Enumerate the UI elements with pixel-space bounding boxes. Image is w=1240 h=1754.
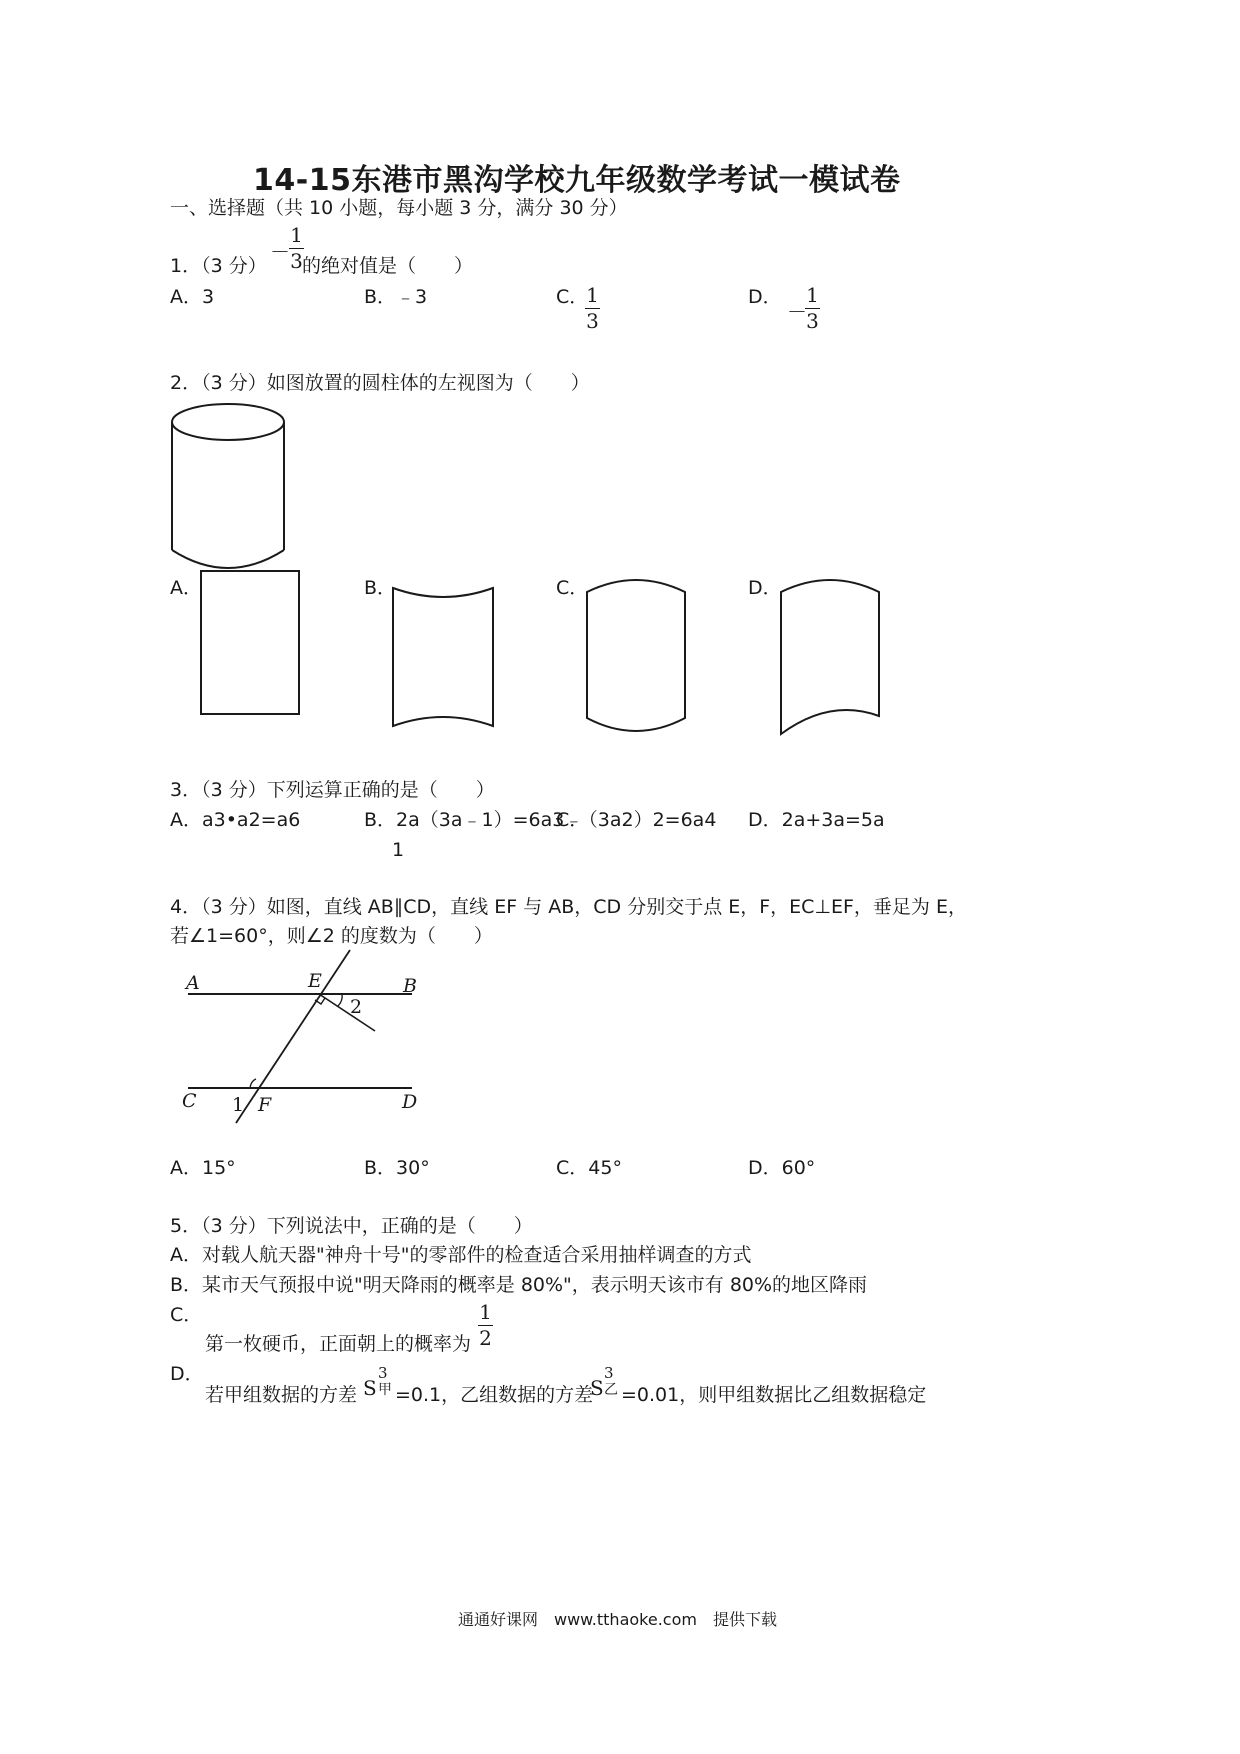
section-heading: 一、选择题（共 10 小题，每小题 3 分，满分 30 分） (170, 197, 628, 219)
q1-d-den: 3 (806, 309, 819, 333)
q5-option-d-label: D． (170, 1363, 204, 1385)
exam-title: 14-15东港市黑沟学校九年级数学考试一模试卷 (253, 163, 901, 198)
q5-c-num: 1 (479, 1300, 492, 1324)
q3-option-c: C．（3a2）2=6a4 (556, 809, 717, 831)
q5-c-den: 2 (479, 1326, 492, 1350)
q1-d-num: 1 (806, 283, 819, 307)
q5-stem: 5．（3 分）下列说法中，正确的是（ ） (170, 1215, 533, 1237)
q4-label-f: F (258, 1094, 272, 1116)
q5-variance-symbol-2: S (590, 1376, 604, 1400)
q1-stem-prefix: 1．（3 分） (170, 255, 267, 277)
q2-cylinder-figure (168, 400, 293, 575)
footer-source: 通通好课网 www.tthaoke.com 提供下载 (458, 1610, 777, 1629)
q3-option-d: D．2a+3a=5a (748, 809, 885, 831)
q3-option-a: A．a3•a2=a6 (170, 809, 301, 831)
q5-option-d-text3: =0.01，则甲组数据比乙组数据稳定 (621, 1384, 927, 1406)
q4-parallel-lines-figure (180, 945, 430, 1130)
q1-frac-den: 3 (290, 249, 303, 273)
q4-stem-line1: 4．（3 分）如图，直线 AB∥CD，直线 EF 与 AB，CD 分别交于点 E，F，EC⊥EF，垂足为 E， (170, 896, 967, 918)
q4-option-a: A．15° (170, 1157, 236, 1179)
q1-c-num: 1 (586, 283, 599, 307)
q4-label-c: C (182, 1090, 197, 1112)
q5-variance-symbol-1: S (363, 1376, 377, 1400)
q5-variance-sub-2: 乙 (604, 1382, 618, 1398)
q4-stem-line2: 若∠1=60°，则∠2 的度数为（ ） (170, 925, 493, 947)
q1-option-d-label: D． (748, 286, 782, 308)
q4-label-angle-2: 2 (350, 996, 363, 1018)
q5-option-a: A．对载人航天器"神舟十号"的零部件的检查适合采用抽样调查的方式 (170, 1244, 752, 1266)
q2-option-d-curved-shape (778, 572, 882, 738)
q1-c-den: 3 (586, 309, 599, 333)
q1-frac-num: 1 (290, 223, 303, 247)
q3-option-b: B．2a（3a﹣1）=6a3﹣ (364, 809, 584, 831)
q2-option-b-concave-shape (390, 576, 496, 738)
q2-option-a: A． (170, 577, 202, 599)
q1-minus: － (270, 240, 290, 264)
q5-option-d-text2: =0.1，乙组数据的方差 (395, 1384, 594, 1406)
q5-option-c-label: C． (170, 1304, 203, 1326)
q5-variance-sup-1: 3 (378, 1364, 388, 1382)
q5-variance-sub-1: 甲 (378, 1382, 392, 1398)
q4-label-a: A (186, 972, 200, 994)
q3-option-b-continued: 1 (392, 839, 405, 861)
q4-label-e: E (308, 970, 322, 992)
q2-option-b: B． (364, 577, 397, 599)
q1-option-a: A．3 (170, 286, 215, 308)
q4-option-c: C．45° (556, 1157, 622, 1179)
q4-label-b: B (403, 975, 417, 997)
q5-variance-sup-2: 3 (604, 1364, 614, 1382)
q2-option-d: D． (748, 577, 782, 599)
q5-option-b: B．某市天气预报中说"明天降雨的概率是 80%"，表示明天该市有 80%的地区降雨 (170, 1274, 868, 1296)
q4-option-b: B．30° (364, 1157, 430, 1179)
q2-option-a-rectangle (200, 570, 302, 716)
q1-option-d-fraction (805, 285, 820, 332)
q1-option-c-fraction (585, 285, 600, 332)
q2-option-c-convex-shape (584, 572, 688, 742)
q4-label-d: D (402, 1091, 418, 1113)
q5-option-d-text1: 若甲组数据的方差 (205, 1384, 358, 1406)
q5-option-c-text: 第一枚硬币，正面朝上的概率为 (205, 1333, 472, 1355)
q2-stem: 2．（3 分）如图放置的圆柱体的左视图为（ ） (170, 372, 590, 394)
q1-option-c-label: C． (556, 286, 589, 308)
q4-label-angle-1: 1 (232, 1094, 245, 1116)
q2-option-c: C． (556, 577, 589, 599)
q5-option-c-fraction (478, 1302, 493, 1349)
q1-d-minus: － (787, 300, 807, 324)
q3-stem: 3．（3 分）下列运算正确的是（ ） (170, 779, 495, 801)
q1-option-b: B．﹣3 (364, 286, 428, 308)
q4-option-d: D．60° (748, 1157, 816, 1179)
q1-stem-suffix: 的绝对值是（ ） (302, 255, 474, 277)
